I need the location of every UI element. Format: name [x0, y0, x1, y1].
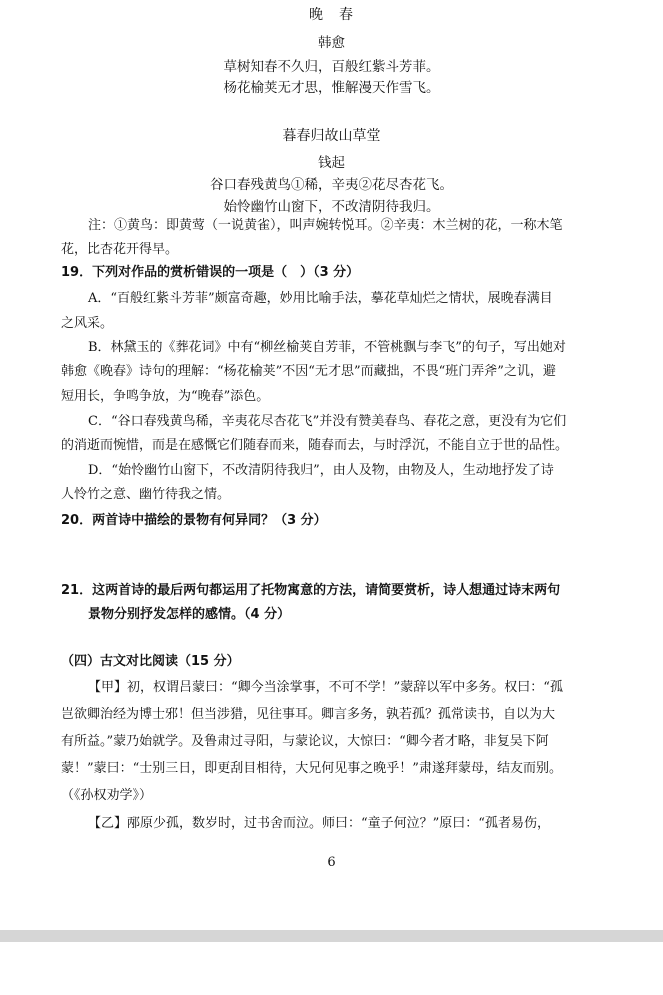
option-b: B．林黛玉的《葬花词》中有“柳丝榆荚自芳菲，不管桃飘与李飞”的句子，写出她对 [88, 340, 566, 355]
option-c: 的消逝而惋惜，而是在感慨它们随春而来，随春而去，与时浮沉，不能自立于世的品性。 [61, 438, 569, 453]
option-d: 人怜竹之意、幽竹待我之情。 [61, 487, 231, 502]
poem1-title: 晚 春 [309, 7, 354, 23]
next-page-area [0, 942, 663, 995]
passage-jia: 有所益。”蒙乃始就学。及鲁肃过寻阳，与蒙论议，大惊曰：“卿今者才略，非复吴下阿 [61, 734, 549, 749]
passage-jia: 岂欲卿治经为博士邪！但当涉猎，见往事耳。卿言多务，孰若孤？孤常读书，自以为大 [61, 707, 556, 722]
page-number: 6 [327, 855, 336, 870]
question-19-stem: 19．下列对作品的赏析错误的一项是（ ）（3 分） [61, 265, 360, 280]
section-4-heading: （四）古文对比阅读（15 分） [61, 654, 240, 669]
poem1-author: 韩愈 [318, 35, 345, 51]
poem2-title: 暮春归故山草堂 [282, 128, 381, 144]
passage-yi: 【乙】邴原少孤，数岁时，过书舍而泣。师曰：“童子何泣？”原曰：“孤者易伤， [88, 816, 550, 831]
passage-jia: 蒙！”蒙曰：“士别三日，即更刮目相待，大兄何见事之晚乎！”肃遂拜蒙母，结友而别。 [61, 761, 562, 776]
note-line: 注：①黄鸟：即黄莺（一说黄雀），叫声婉转悦耳。②辛夷：木兰树的花，一称木笔 [88, 218, 563, 233]
question-21: 21．这两首诗的最后两句都运用了托物寓意的方法，请简要赏析，诗人想通过诗末两句 [61, 583, 561, 598]
passage-jia: 【甲】初，权谓吕蒙曰：“卿今当涂掌事，不可不学！”蒙辞以军中多务。权曰：“孤 [88, 680, 563, 695]
passage-source: （《孙权劝学》） [61, 788, 153, 803]
option-a: 之风采。 [61, 316, 114, 331]
question-20: 20．两首诗中描绘的景物有何异同？（3 分） [61, 513, 327, 528]
poem2-line: 谷口春残黄鸟①稀，辛夷②花尽杏花飞。 [210, 177, 453, 193]
option-b: 短用长，争鸣争放，为“晚春”添色。 [61, 389, 270, 404]
question-21: 景物分别抒发怎样的感情。（4 分） [88, 607, 291, 622]
page-separator [0, 930, 663, 942]
option-a: A．“百般红紫斗芳菲”颇富奇趣，妙用比喻手法，摹花草灿烂之情状，展晚春满目 [88, 291, 553, 306]
option-d: D．“始怜幽竹山窗下，不改清阴待我归”，由人及物，由物及人，生动地抒发了诗 [88, 463, 554, 478]
note-line: 花，比杏花开得早。 [61, 242, 179, 257]
option-c: C．“谷口春残黄鸟稀，辛夷花尽杏花飞”并没有赞美春鸟、春花之意，更没有为它们 [88, 414, 567, 429]
poem2-author: 钱起 [318, 155, 345, 171]
poem2-line: 始怜幽竹山窗下，不改清阴待我归。 [223, 199, 440, 215]
poem1-line: 杨花榆荚无才思，惟解漫天作雪飞。 [223, 80, 440, 96]
poem1-line: 草树知春不久归，百般红紫斗芳菲。 [223, 59, 440, 75]
option-b: 韩愈《晚春》诗句的理解：“杨花榆荚”不因“无才思”而藏拙，不畏“班门弄斧”之讥，避 [61, 364, 556, 379]
